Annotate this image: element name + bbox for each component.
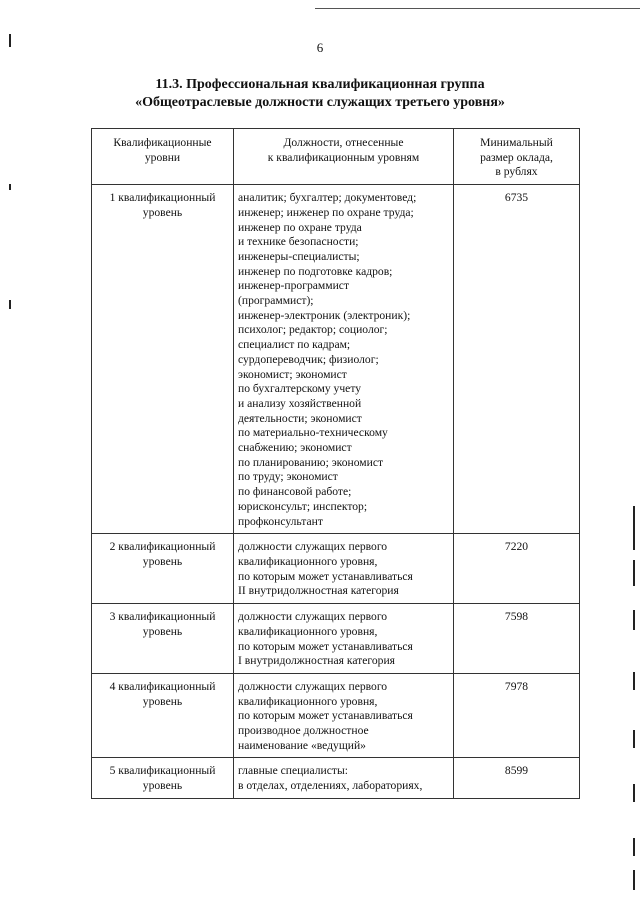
scan-edge-mark [9, 184, 11, 190]
scan-edge-mark [633, 838, 635, 856]
positions-cell: должности служащих первого квалификационного уровня, по которым может устанавливаться II внутридолжностная категория [234, 534, 454, 604]
salary-cell: 7220 [454, 534, 580, 604]
scan-edge-mark [633, 730, 635, 748]
header-qualification-levels: Квалификационные уровни [92, 129, 234, 185]
scan-edge-mark [633, 672, 635, 690]
scan-edge-mark [633, 506, 635, 550]
header-positions: Должности, отнесенные к квалификационным уровням [234, 129, 454, 185]
scan-artifact-line [315, 8, 640, 9]
table-row [92, 673, 580, 758]
qualification-level-cell: 4 квалификационный уровень [92, 673, 234, 758]
scan-edge-mark [633, 784, 635, 802]
scan-edge-mark [9, 300, 11, 309]
table-row [92, 534, 580, 604]
positions-cell: аналитик; бухгалтер; документовед; инженер; инженер по охране труда; инженер по охране труда и технике безопасности; инженеры-специалисты; инженер по подготовке кадров; инженер-программист (программист); инженер-электроник (электроник); психолог; редактор; социолог; специалист по кадрам; сурдопереводчик; физиолог; экономист; экономист по бухгалтерскому учету и анализу хозяйственной деятельности; экономист по материально-техническому снабжению; экономист по планированию; экономист по труду; экономист по финансовой работе; юрисконсульт; инспектор; профконсультант [234, 185, 454, 534]
page-number: 6 [316, 40, 324, 55]
positions-cell: должности служащих первого квалификационного уровня, по которым может устанавливаться производное должностное наименование «ведущий» [234, 673, 454, 758]
salary-cell: 6735 [454, 185, 580, 534]
scan-edge-mark [633, 870, 635, 890]
scan-edge-mark [633, 610, 635, 630]
document-title [0, 76, 640, 112]
salary-cell: 8599 [454, 758, 580, 798]
table-header-row [92, 129, 580, 185]
table-row [92, 604, 580, 674]
scan-edge-mark [633, 560, 635, 586]
header-minimum-salary: Минимальный размер оклада, в рублях [454, 129, 580, 185]
table-row [92, 185, 580, 534]
positions-cell: главные специалисты: в отделах, отделениях, лабораториях, [234, 758, 454, 798]
title-line: «Общеотраслевые должности служащих третьего уровня» [135, 95, 505, 110]
qualification-level-cell: 5 квалификационный уровень [92, 758, 234, 798]
salary-cell: 7978 [454, 673, 580, 758]
qualification-table [91, 128, 580, 799]
positions-cell: должности служащих первого квалификационного уровня, по которым может устанавливаться I внутридолжностная категория [234, 604, 454, 674]
qualification-level-cell: 2 квалификационный уровень [92, 534, 234, 604]
title-line: 11.3. Профессиональная квалификационная группа [155, 77, 485, 92]
qualification-level-cell: 1 квалификационный уровень [92, 185, 234, 534]
salary-cell: 7598 [454, 604, 580, 674]
qualification-level-cell: 3 квалификационный уровень [92, 604, 234, 674]
table-row [92, 758, 580, 798]
